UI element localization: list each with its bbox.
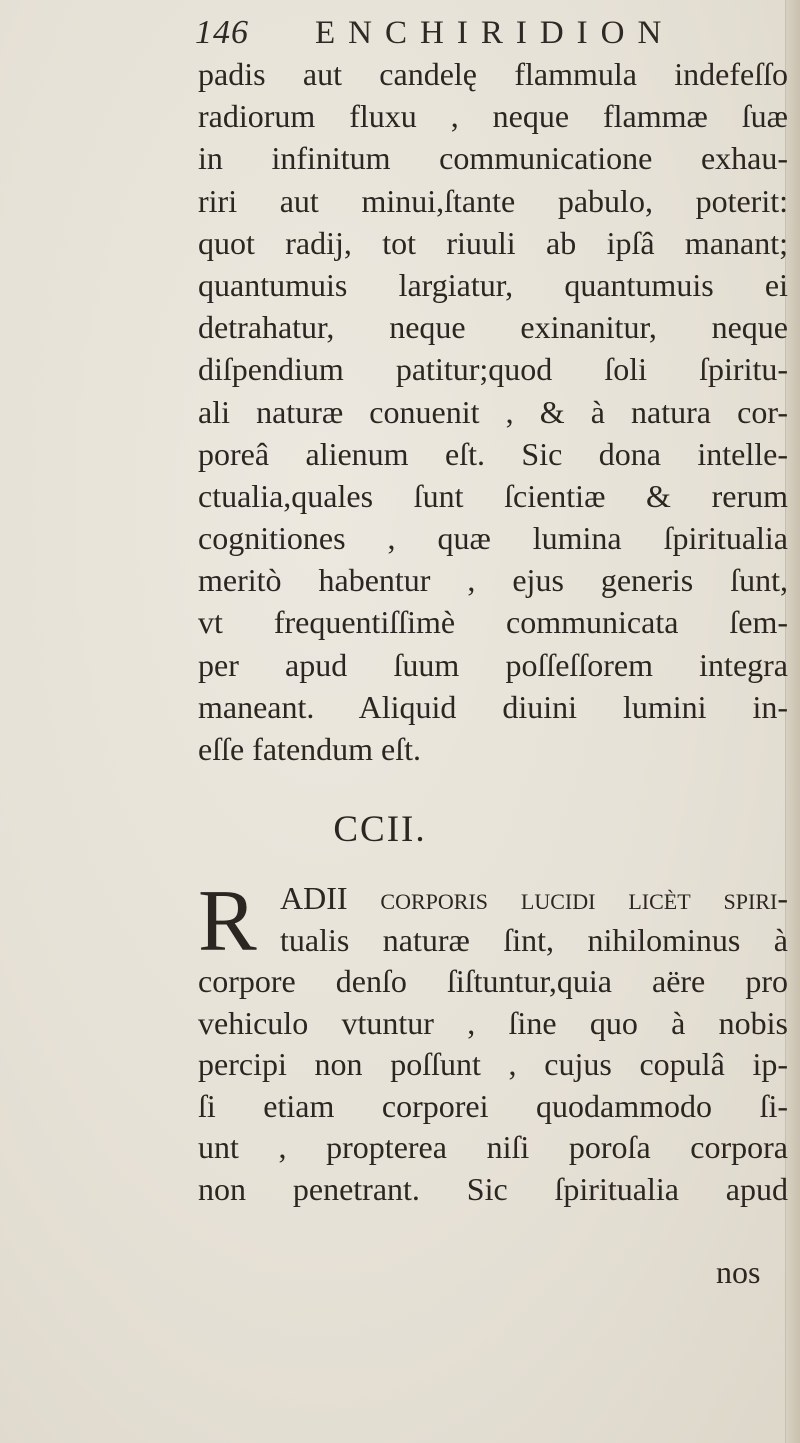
text-line: riri aut minui,ſtante pabulo, poterit: — [198, 182, 788, 219]
text-line: quantumuis largiatur, quantumuis ei — [198, 266, 788, 303]
page-number: 146 — [195, 14, 249, 51]
text-line: non penetrant. Sic ſpiritualia apud — [198, 1170, 788, 1207]
text-line: poreâ alienum eſt. Sic dona intelle- — [198, 435, 788, 472]
text-line: vt frequentiſſimè communicata ſem- — [198, 604, 788, 641]
text-line — [198, 878, 788, 920]
section-number: CCII. — [333, 809, 427, 850]
text-line: ſi etiam corporei quodammodo ſi- — [198, 1087, 788, 1124]
catchword: nos — [716, 1254, 761, 1290]
paragraph-1 — [198, 53, 788, 770]
paragraph-2 — [198, 873, 788, 1210]
text-line: meritò habentur , ejus generis ſunt, — [198, 562, 788, 599]
text-line: maneant. Aliquid diuini lumini in- — [198, 688, 788, 725]
drop-cap: R — [198, 873, 257, 970]
first-line-text: ADII corporis lucidi licèt ſpiri- — [280, 880, 788, 916]
text-line: per apud ſuum poſſeſſorem integra — [198, 646, 788, 683]
text-line: diſpendium patitur;quod ſoli ſpiritu- — [198, 351, 788, 388]
text-line: ctualia,quales ſunt ſcientiæ & rerum — [198, 477, 788, 514]
text-line-last: eſſe fatendum eſt. — [198, 731, 422, 767]
text-line: in infinitum communicatione exhau- — [198, 140, 788, 177]
text-line: radiorum fluxu , neque flammæ ſuæ — [198, 98, 788, 135]
text-line: percipi non poſſunt , cujus copulâ ip- — [198, 1046, 788, 1082]
text-line: ali naturæ conuenit , & à natura cor- — [198, 393, 788, 430]
text-line: quot radij, tot riuuli ab ipſâ manant; — [198, 224, 788, 261]
text-line: vehiculo vtuntur , ſine quo à nobis — [198, 1004, 788, 1041]
text-line: detrahatur, neque exinanitur, neque — [198, 309, 788, 346]
section-heading — [0, 808, 800, 851]
text-line: tualis naturæ ſint, nihilominus à — [280, 921, 788, 958]
text-line: unt , propterea niſi poroſa corpora — [198, 1129, 788, 1165]
text-line: cognitiones , quæ lumina ſpiritualia — [198, 520, 788, 557]
text-line: corpore denſo ſiſtuntur,quia aëre pro — [198, 963, 788, 999]
text-line: padis aut candelę flammula indefeſſo — [198, 56, 788, 92]
running-title: ENCHIRIDION — [315, 15, 675, 51]
